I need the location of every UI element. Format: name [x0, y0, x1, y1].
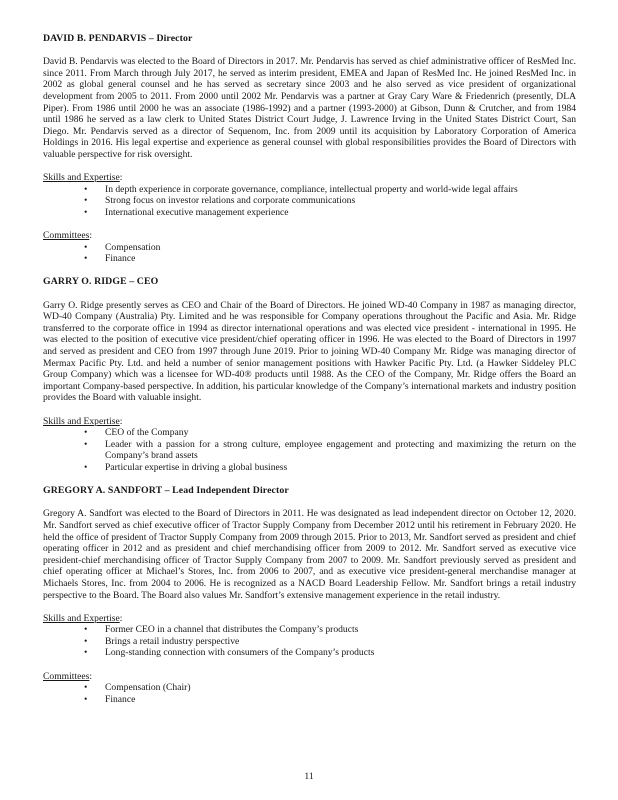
- skill-item: • Particular expertise in driving a global business: [105, 462, 576, 474]
- skill-item: • In depth experience in corporate governance, compliance, intellectual property and world-wide legal affairs: [105, 184, 576, 196]
- label-colon: :: [89, 670, 93, 682]
- director-section-sandfort: [43, 485, 576, 705]
- director-section-ridge: [43, 276, 576, 473]
- label-colon: :: [119, 415, 123, 427]
- label-colon: :: [119, 612, 123, 624]
- skills-list: [43, 427, 576, 473]
- skills-list: [43, 184, 576, 219]
- committees-label: Committees: [43, 230, 90, 242]
- committees-label-line: [43, 230, 576, 242]
- director-bio: Garry O. Ridge presently serves as CEO and Chair of the Board of Directors. He joined WD-40 Company in 1987 as managing director, WD-40 Company (Australia) Pty. Limited and he was responsible for Company operations throughout the Pacific and Asia. Mr. Ridge transferred to the corporate office in 1994 as director international operations and was elected vice president - international in 1995. He was elected to the position of executive vice president/chief operating officer in 1996. He was elected to the Board of Directors in 1997 and served as president and CEO from 1997 through June 2019. Prior to joining WD-40 Company Mr. Ridge was managing director of Mermax Pacific Pty. Ltd. and held a number of senior management positions with Hawker Pacific Pty. Ltd. (a Hawker Siddeley PLC Group Company) which was a licensee for WD-40® products until 1988. As the CEO of the Company, Mr. Ridge offers the Board an important Company-based perspective. In addition, his particular knowledge of the Company’s international markets and industry position provides the Board with valuable insight.: [43, 299, 576, 404]
- page-number: 11: [304, 771, 314, 783]
- committees-label: Committees: [43, 670, 90, 682]
- skills-list: [43, 624, 576, 659]
- committee-item: • Compensation (Chair): [105, 682, 576, 694]
- director-bio: David B. Pendarvis was elected to the Board of Directors in 2017. Mr. Pendarvis has served as chief administrative officer of ResMed Inc. since 2011. From March through July 2017, he served as interim president, EMEA and Japan of ResMed Inc. He joined ResMed Inc. in 2002 as global general counsel and he has served as secretary since 2003 and he also served as vice president of organizational development from 2005 to 2011. From 2000 until 2002 Mr. Pendarvis was a partner at Gray Cary Ware & Friedenrich (presently, DLA Piper). From 1986 until 2000 he was an associate (1986-1992) and a partner (1993-2000) at Gibson, Dunn & Crutcher, and from 1984 until 1986 he served as a law clerk to United States District Court Judge, J. Lawrence Irving in the United States District Court, San Diego. Mr. Pendarvis served as a director of Sequenom, Inc. from 2009 until its acquisition by Laboratory Corporation of America Holdings in 2016. His legal expertise and experience as general counsel with global responsibilities provides the Board of Directors with valuable perspective for risk oversight.: [43, 56, 576, 160]
- label-colon: :: [89, 230, 93, 242]
- skills-label-line: [43, 416, 576, 428]
- committees-list: [43, 682, 576, 705]
- director-heading: GARRY O. RIDGE – CEO: [43, 276, 159, 288]
- committees-label-line: [43, 671, 576, 683]
- skill-item: • Strong focus on investor relations and corporate communications: [105, 195, 576, 207]
- committee-item: • Finance: [105, 694, 576, 706]
- director-heading: GREGORY A. SANDFORT – Lead Independent Director: [43, 485, 289, 497]
- skills-label-line: [43, 613, 576, 625]
- committee-item: • Compensation: [105, 242, 576, 254]
- committee-item: • Finance: [105, 253, 576, 265]
- director-bio: Gregory A. Sandfort was elected to the Board of Directors in 2011. He was designated as lead independent director on October 12, 2020. Mr. Sandfort served as chief executive officer of Tractor Supply Company from December 2012 until his retirement in February 2020. He held the office of president of Tractor Supply Company from 2009 through 2015. Prior to 2013, Mr. Sandfort served as president and chief operating officer in 2012 and as president and chief merchandising officer from 2009 to 2012. Mr. Sandfort served as executive vice president-chief merchandising officer of Tractor Supply Company from 2007 to 2009. Mr. Sandfort previously served as president and chief operating officer at Michael’s Stores, Inc. from 2006 to 2007, and as executive vice president-general merchandise manager at Michaels Stores, Inc. from 2004 to 2006. He is recognized as a NACD Board Leadership Fellow. Mr. Sandfort brings a retail industry perspective to the Board. The Board also values Mr. Sandfort’s extensive management experience in the retail industry.: [43, 508, 576, 601]
- director-section-pendarvis: [43, 33, 576, 265]
- skills-label: Skills and Expertise: [43, 612, 120, 624]
- skill-item: • Brings a retail industry perspective: [105, 636, 576, 648]
- skills-label: Skills and Expertise: [43, 172, 120, 184]
- skill-item: • International executive management experience: [105, 207, 576, 219]
- label-colon: :: [119, 172, 123, 184]
- skill-item: • Former CEO in a channel that distributes the Company’s products: [105, 624, 576, 636]
- director-heading: DAVID B. PENDARVIS – Director: [43, 33, 193, 44]
- skill-item: • CEO of the Company: [105, 427, 576, 439]
- committees-list: [43, 242, 576, 265]
- skills-label: Skills and Expertise: [43, 415, 120, 427]
- skills-label-line: [43, 172, 576, 184]
- skill-item: • Long-standing connection with consumers of the Company’s products: [105, 647, 576, 659]
- skill-item: • Leader with a passion for a strong culture, employee engagement and protecting and maximizing the return on the Company’s brand assets: [105, 439, 576, 462]
